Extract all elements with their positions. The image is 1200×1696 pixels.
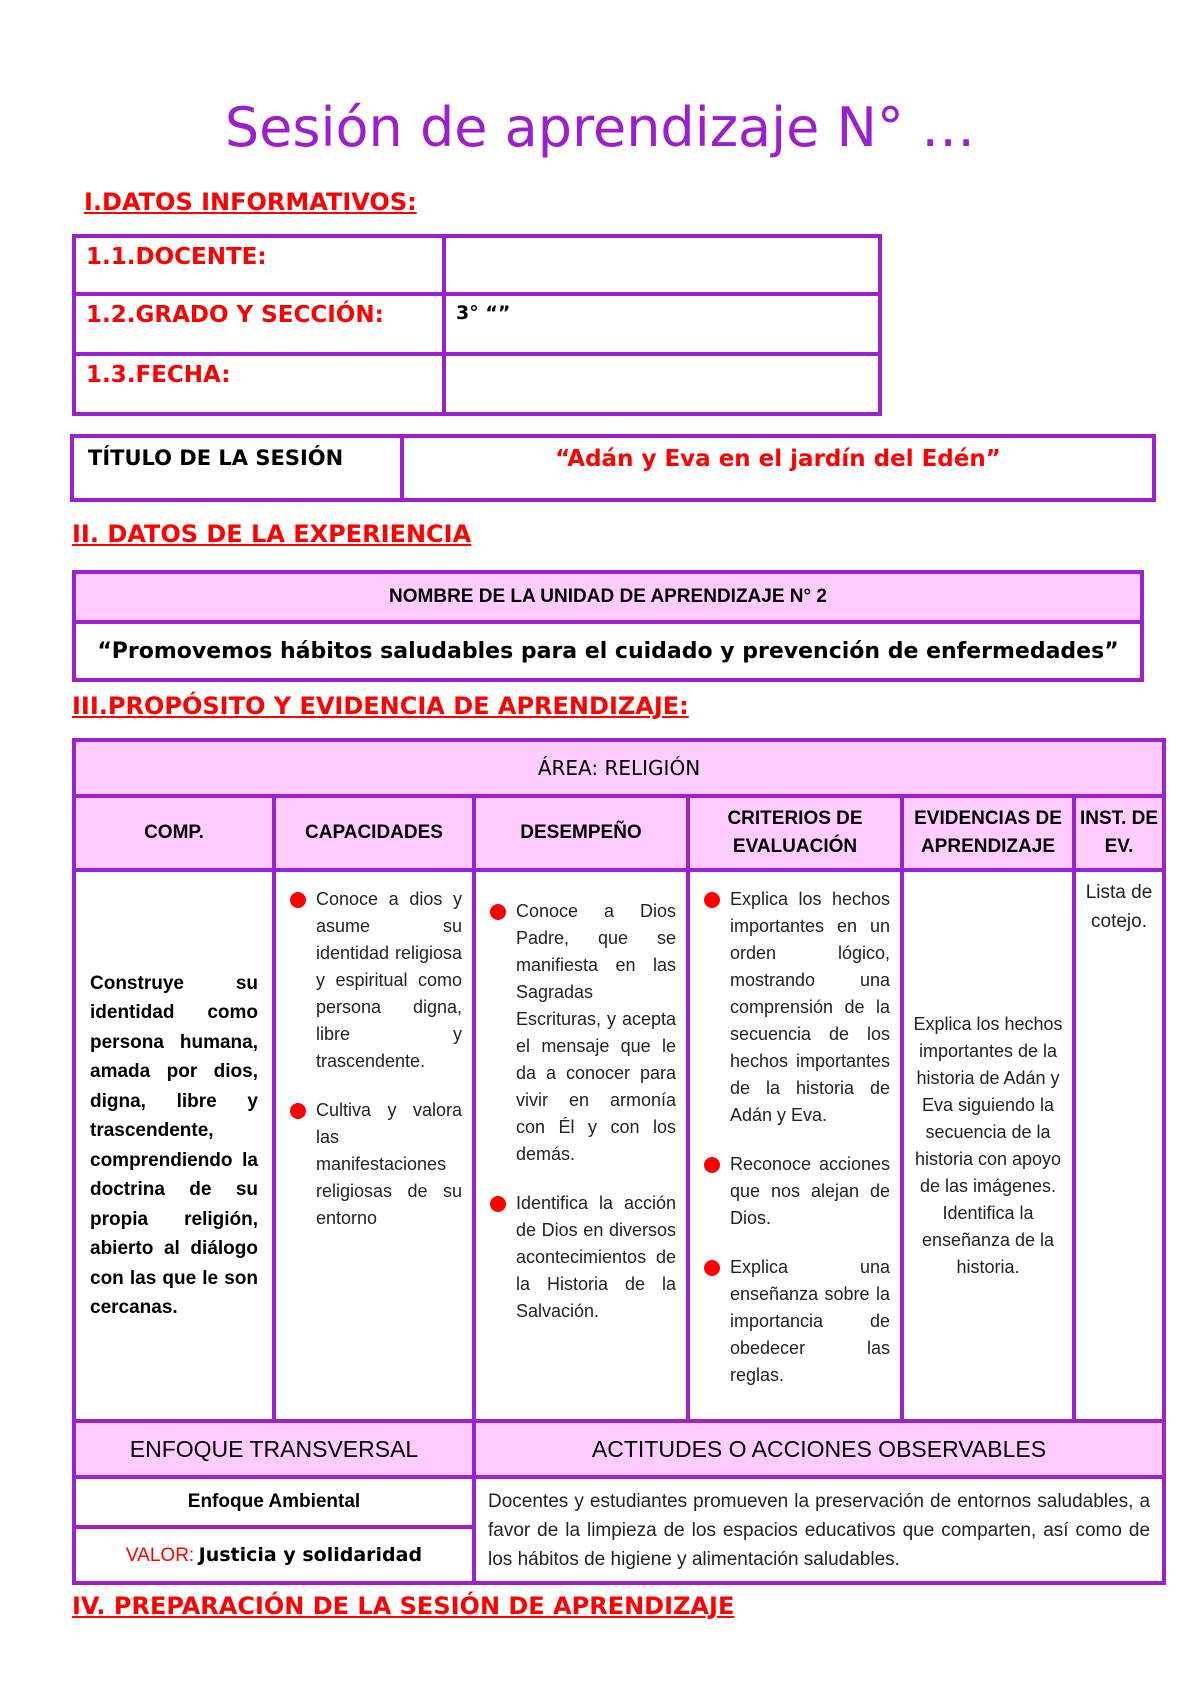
- area-table: [72, 738, 1166, 1585]
- fecha-value: [444, 354, 880, 414]
- valor-label: VALOR:: [125, 1544, 195, 1566]
- list-item: Conoce a dios y asume su identidad religiosa y espiritual como persona digna, libre y trascendente.: [288, 886, 462, 1075]
- enfoque-header: ENFOQUE TRANSVERSAL: [74, 1421, 474, 1477]
- header-desempeno: DESEMPEÑO: [474, 796, 688, 870]
- bullet-icon: [704, 1260, 720, 1276]
- list-item: Identifica la acción de Dios en diversos acontecimientos de la Historia de la Salvación.: [488, 1190, 676, 1325]
- header-capacidades: CAPACIDADES: [274, 796, 474, 870]
- instrumento-cell: Lista de cotejo.: [1074, 870, 1164, 1421]
- section-heading-preparacion: IV. PREPARACIÓN DE LA SESIÓN DE APRENDIZAJE: [72, 1592, 735, 1620]
- list-item: Explica una enseñanza sobre la importancia de obedecer las reglas.: [702, 1254, 890, 1389]
- bullet-icon: [704, 1157, 720, 1173]
- valor-value: Justicia y solidaridad: [198, 1543, 423, 1566]
- grado-seccion-value: 3° “”: [444, 294, 880, 354]
- list-item: Cultiva y valora las manifestaciones religiosas de su entorno: [288, 1097, 462, 1232]
- bullet-icon: [704, 892, 720, 908]
- actitudes-header: ACTITUDES O ACCIONES OBSERVABLES: [474, 1421, 1164, 1477]
- section-heading-datos-experiencia: II. DATOS DE LA EXPERIENCIA: [72, 520, 472, 548]
- titulo-sesion-value: “Adán y Eva en el jardín del Edén”: [402, 436, 1154, 500]
- header-evidencias: EVIDENCIAS DE APRENDIZAJE: [902, 796, 1074, 870]
- list-item: Conoce a Dios Padre, que se manifiesta en las Sagradas Escrituras, y acepta el mensaje que le da a conocer para vivir en armonía con Él y con los demás.: [488, 898, 676, 1168]
- area-title: ÁREA: RELIGIÓN: [74, 740, 1164, 796]
- capacidades-cell: [274, 870, 474, 1421]
- header-comp: COMP.: [74, 796, 274, 870]
- page-title: Sesión de aprendizaje N° …: [224, 96, 976, 159]
- bullet-icon: [290, 892, 306, 908]
- docente-value: [444, 236, 880, 294]
- criterios-cell: [688, 870, 902, 1421]
- unidad-table: [72, 570, 1144, 682]
- desempeno-cell: [474, 870, 688, 1421]
- competencia-cell: Construye su identidad como persona humana, amada por dios, digna, libre y trascendente, comprendiendo la doctrina de su propia religión, abierto al diálogo con las que le son cercanas.: [74, 870, 274, 1421]
- header-criterios: CRITERIOS DE EVALUACIÓN: [688, 796, 902, 870]
- unidad-value: “Promovemos hábitos saludables para el cuidado y prevención de enfermedades”: [74, 622, 1142, 680]
- unidad-header: NOMBRE DE LA UNIDAD DE APRENDIZAJE N° 2: [74, 572, 1142, 622]
- docente-label: 1.1.DOCENTE:: [74, 236, 444, 294]
- list-item: Explica los hechos importantes en un orden lógico, mostrando una comprensión de la secuencia de los hechos importantes de la historia de Adán y Eva.: [702, 886, 890, 1129]
- bullet-icon: [490, 1196, 506, 1212]
- section-heading-datos-informativos: I.DATOS INFORMATIVOS:: [84, 188, 417, 216]
- titulo-sesion-table: [70, 434, 1156, 502]
- datos-informativos-table: [72, 234, 882, 416]
- enfoque-name: Enfoque Ambiental: [74, 1477, 474, 1527]
- fecha-label: 1.3.FECHA:: [74, 354, 444, 414]
- header-instrumento: INST. DE EV.: [1074, 796, 1164, 870]
- titulo-sesion-label: TÍTULO DE LA SESIÓN: [72, 436, 402, 500]
- actitudes-cell: Docentes y estudiantes promueven la preservación de entornos saludables, a favor de la limpieza de los espacios educativos que comparten, así como de los hábitos de higiene y alimentación saludables.: [474, 1477, 1164, 1583]
- grado-seccion-label: 1.2.GRADO Y SECCIÓN:: [74, 294, 444, 354]
- list-item: Reconoce acciones que nos alejan de Dios.: [702, 1151, 890, 1232]
- bullet-icon: [490, 904, 506, 920]
- valor-cell: [74, 1527, 474, 1583]
- section-heading-proposito: III.PROPÓSITO Y EVIDENCIA DE APRENDIZAJE:: [72, 692, 689, 720]
- bullet-icon: [290, 1103, 306, 1119]
- evidencias-cell: Explica los hechos importantes de la historia de Adán y Eva siguiendo la secuencia de la historia con apoyo de las imágenes. Identifica la enseñanza de la historia.: [902, 870, 1074, 1421]
